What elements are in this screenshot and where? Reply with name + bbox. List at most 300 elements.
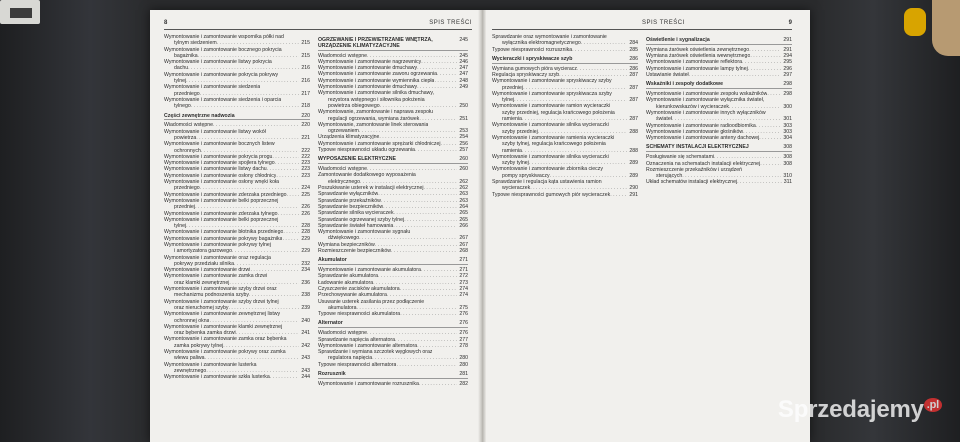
toc-page-number: 220	[301, 122, 310, 129]
toc-page-number: 284	[629, 40, 638, 47]
toc-entry-title: bagażnika	[174, 52, 198, 59]
toc-page-number: 256	[459, 140, 468, 147]
toc-page-number: 280	[459, 355, 468, 362]
toc-page-number: 298	[783, 91, 792, 98]
toc-entry-title: Wymontowanie i zamontowanie szyby drzwi oraz	[164, 286, 277, 293]
toc-page-number: 229	[301, 235, 310, 242]
toc-entry-title: Wiadomości wstępne	[164, 122, 214, 129]
right-page	[486, 10, 810, 442]
open-book	[150, 10, 810, 442]
toc-section-heading	[318, 371, 468, 379]
toc-entry-title: Przechowywanie akumulatora	[318, 292, 387, 299]
toc-page-number: 276	[459, 311, 468, 318]
page-header	[492, 20, 792, 30]
toc-entry-title: wlewu paliwa	[174, 355, 205, 362]
toc-entry-title: zamka pokrywy tylnej	[174, 342, 224, 349]
toc-entry-title: Sprawdzanie i wymiana szczotek węglowych oraz	[318, 349, 433, 356]
toc-entry-title: Wymontowanie i zamontowanie zaworu ogrzewania	[318, 71, 438, 78]
dot-leader	[737, 179, 782, 185]
toc-page-number: 300	[783, 103, 792, 110]
left-page	[150, 10, 478, 442]
toc-entry-title: Wymontowanie i zamontowanie bocznego pokrycia	[164, 46, 282, 53]
toc-page-number: 287	[629, 116, 638, 123]
desk-object	[932, 0, 960, 56]
toc-entry-title: mechanizmu podnoszenia szyby	[174, 292, 249, 299]
toc-entry-title: Sprawdzanie ogrzewanej szyby tylnej	[318, 216, 405, 223]
toc-entry-title: Wymontowanie i zamontowanie silnika wycieraczki	[492, 122, 609, 129]
toc-entry-title: Sprawdzanie bezpieczników	[318, 203, 384, 210]
toc-page-number: 218	[301, 103, 310, 110]
toc-entry-title: Usuwanie usterek zasilania przez podłączenie	[318, 298, 425, 305]
toc-entry-title: Sprawdzanie wyłączników	[318, 191, 379, 198]
toc-entry	[318, 248, 468, 254]
toc-entry-title: Wymiana bezpieczników	[318, 241, 375, 248]
toc-page-number: 282	[459, 380, 468, 387]
toc-page-number: 243	[301, 367, 310, 374]
toc-page-number: 274	[459, 285, 468, 292]
toc-entry-title: przedniej	[502, 84, 524, 91]
toc-section-title: Oświetlenie i sygnalizacja	[646, 37, 710, 43]
dot-leader	[767, 91, 781, 97]
toc-page-number: 275	[459, 304, 468, 311]
toc-page-number: 287	[629, 97, 638, 104]
dot-leader	[396, 362, 457, 368]
toc-entry	[318, 311, 468, 317]
toc-section-title: Akumulator	[318, 257, 347, 264]
toc-section-title: Wskaźniki i zespoły dodatkowe	[646, 81, 723, 88]
toc-page-number: 311	[783, 179, 792, 186]
toc-entry	[164, 103, 310, 109]
toc-page-number: 262	[459, 185, 468, 192]
toc-page-number: 298	[783, 81, 792, 88]
toc-page-number: 286	[629, 55, 638, 62]
watermark-tld: .pl	[924, 398, 942, 412]
toc-entry-title: Wymontowanie i zamontowanie zamka drzwi	[164, 273, 268, 280]
toc-entry-title: Wymontowanie i zamontowanie ramienia wycieraczki	[492, 134, 615, 141]
toc-entry-title: Wymontowanie i zamontowanie listwy dachu	[164, 166, 267, 173]
toc-entry-title: szyby tylnej, regulacja krańcowego położenia	[502, 141, 606, 148]
toc-entry-title: ramienia	[502, 147, 522, 154]
toc-entry-title: Sprawdzanie silnika wycieraczek	[318, 210, 394, 217]
toc-entry-title: elektrycznego	[328, 178, 361, 185]
toc-page-number: 238	[301, 292, 310, 299]
toc-page-number: 216	[301, 78, 310, 85]
connector-object	[904, 8, 926, 36]
page-title: SPIS TREŚCI	[642, 20, 685, 26]
toc-entry-title: Sprawdzanie akumulatora	[318, 273, 378, 280]
dot-leader	[419, 381, 457, 387]
toc-entry-title: ochronnych	[174, 147, 201, 154]
toc-page-number: 291	[629, 191, 638, 198]
toc-entry	[492, 47, 638, 53]
toc-page-number: 294	[783, 53, 792, 60]
toc-page-number: 257	[459, 147, 468, 154]
toc-entry-title: Wymontowanie i zamontowanie nagrzewnicy	[318, 58, 422, 65]
toc-entry	[318, 381, 468, 387]
toc-entry-title: dźwiękowego	[328, 235, 360, 242]
toc-entry-title: Wymontowanie i zamontowanie siedzenia	[164, 84, 261, 91]
toc-entry-title: Wymontowanie i zamontowanie ramion wycieraczki	[492, 103, 611, 110]
toc-entry-title: Poszukiwanie usterek w instalacji elektrycznej	[318, 185, 424, 192]
toc-entry-title: Typowe niesprawności alternatora	[318, 361, 397, 368]
toc-entry-title: oraz klamki zewnętrznej	[174, 279, 230, 286]
toc-entry-title: Oznaczenia na schematach instalacji elektrycznej	[646, 160, 761, 167]
toc-entry-title: tylnej	[174, 223, 187, 230]
toc-entry-title: Wymontowanie i zamontowanie szkła lusterka	[164, 374, 270, 381]
toc-entry-title: Wymontowanie i zamontowanie listwy pokrycia	[164, 59, 272, 66]
toc-page-number: 250	[459, 102, 468, 109]
toc-entry-title: Wymontowanie i zamontowanie drzwi	[164, 267, 251, 274]
toc-page-number: 265	[459, 216, 468, 223]
toc-page-number: 303	[783, 122, 792, 129]
toc-entry-title: ogrzewaniem	[328, 128, 359, 135]
toc-page-number: 262	[459, 178, 468, 185]
toc-page-number: 242	[301, 342, 310, 349]
desk-object-detail	[10, 8, 32, 18]
book-spine	[478, 10, 486, 442]
toc-entry-title: tylnym siedzeniem	[174, 40, 217, 47]
toc-entry-title: Ładowanie akumulatora	[318, 279, 374, 286]
toc-entry-title: sterujących	[656, 173, 683, 180]
toc-page-number: 295	[783, 59, 792, 66]
toc-entry-title: Wymontowanie i zamontowanie oraz regulacja	[164, 254, 271, 261]
toc-section-heading	[318, 257, 468, 265]
toc-page-number: 276	[459, 320, 468, 327]
dot-leader	[278, 211, 300, 217]
toc-page-number: 289	[629, 172, 638, 179]
toc-entry-title: Wymontowanie i zamontowanie pokrywy bagażnika	[164, 235, 283, 242]
toc-entry-title: szyby przedniej	[502, 128, 538, 135]
desk-right	[815, 0, 960, 442]
toc-entry-title: Wymontowanie i zamontowanie anteny dachowej	[646, 135, 760, 142]
toc-entry-title: oraz nieruchomej szyby	[174, 304, 229, 311]
toc-entry-title: powietrza obiegowego	[328, 102, 380, 109]
toc-entry-title: ochronnej okna	[174, 317, 210, 324]
toc-entry-title: Wymontowanie i zamontowanie reflektora	[646, 59, 742, 66]
toc-page-number: 287	[629, 71, 638, 78]
page-title: SPIS TREŚCI	[429, 20, 472, 26]
toc-entry-title: Wymontowanie i zamontowanie dmuchawy	[318, 65, 418, 72]
toc-page-number: 260	[459, 166, 468, 173]
dot-leader	[287, 192, 300, 198]
toc-entry-title: Wymontowanie i zamontowanie belki poprzecznej	[164, 197, 279, 204]
toc-entry-title: Sprawdzanie świateł hamowania	[318, 222, 394, 229]
toc-page-number: 288	[629, 147, 638, 154]
dot-leader	[572, 47, 627, 53]
dot-leader	[689, 72, 782, 78]
toc-section-title: OGRZEWANIE I PRZEWIETRZANIE WNĘTRZA, URZĄDZENIE KLIMATYZACYJNE	[318, 37, 433, 50]
toc-page-number: 228	[301, 229, 310, 236]
toc-page-number: 288	[629, 128, 638, 135]
toc-entry-title: Wymontowanie i zamontowanie spryskiwacza szyby	[492, 90, 612, 97]
toc-page-number: 308	[783, 144, 792, 151]
toc-entry-title: Wymontowanie i zamontowanie belki poprzecznej	[164, 216, 279, 223]
toc-section-heading	[318, 156, 468, 164]
toc-entry-title: wyłącznika elektromagnetycznego	[502, 40, 581, 47]
toc-page-number: 215	[301, 40, 310, 47]
toc-page-number: 301	[783, 116, 792, 123]
toc-page-number: 303	[783, 128, 792, 135]
page-header	[164, 20, 472, 30]
toc-entry-title: Wymontowanie i zamontowanie wspornika półki nad	[164, 34, 284, 40]
toc-entry-title: Wymontowanie i zamontowanie innych wyłączników	[646, 109, 766, 116]
toc-section-heading	[646, 144, 792, 152]
toc-page-number: 240	[301, 317, 310, 324]
toc-section-title: Wycieraczki i spryskiwacze szyb	[492, 55, 573, 62]
toc-page-number: 222	[301, 147, 310, 154]
toc-page-number: 264	[459, 203, 468, 210]
toc-page-number: 253	[459, 128, 468, 135]
toc-entry-title: Wymontowanie i zamontowanie siedzenia i oparcia	[164, 96, 282, 103]
toc-page-number: 215	[301, 52, 310, 59]
toc-column-4	[646, 34, 792, 186]
toc-entry-title: i amortyzatora gazowego	[174, 248, 232, 255]
toc-entry-title: Wymontowanie i zamontowanie radioodbiornika	[646, 122, 756, 129]
toc-entry-title: Układ schematów instalacji elektrycznej	[646, 179, 738, 186]
toc-entry-title: świateł	[656, 116, 672, 123]
toc-page-number: 241	[301, 330, 310, 337]
toc-entry	[318, 362, 468, 368]
toc-entry-title: Wymontowanie i zamontowanie zderzaka tylnego	[164, 210, 278, 217]
toc-entry	[492, 192, 638, 198]
toc-page-number: 274	[459, 292, 468, 299]
toc-entry-title: Posługiwanie się schematami	[646, 154, 715, 161]
toc-entry-title: ramienia	[502, 116, 522, 123]
toc-column-3	[492, 34, 638, 198]
toc-page-number: 271	[459, 267, 468, 274]
toc-column-1	[164, 34, 310, 381]
toc-page-number: 286	[629, 65, 638, 72]
toc-entry-title: Wymontowanie i zamontowanie szyby drzwi tylnej	[164, 298, 279, 305]
toc-entry-title: Wymontowanie i zamontowanie dmuchawy	[318, 84, 418, 91]
toc-page-number: 251	[459, 115, 468, 122]
toc-page-number: 223	[301, 172, 310, 179]
toc-entry	[646, 72, 792, 78]
dot-leader	[610, 192, 627, 198]
toc-page-number: 244	[301, 374, 310, 381]
toc-entry-title: rezystora wstępnego i siłownika położenia	[328, 96, 425, 103]
toc-entry-title: przedniego	[174, 185, 200, 192]
toc-entry-title: Wiadomości wstępne	[318, 166, 368, 173]
toc-entry-title: tylnego	[174, 103, 191, 110]
toc-entry-title: Rozmieszczenie bezpieczników	[318, 248, 391, 254]
toc-page-number: 228	[301, 223, 310, 230]
toc-entry-title: Sprawdzanie oraz wymontowanie i zamontowanie	[492, 34, 607, 40]
toc-section-heading	[492, 56, 638, 64]
toc-column-2	[318, 34, 468, 387]
toc-entry-title: Wymontowanie i zamontowanie lusterka	[164, 361, 257, 368]
toc-entry-title: Wymontowanie i zamontowanie bocznych listew	[164, 141, 275, 148]
toc-page-number: 249	[459, 84, 468, 91]
toc-entry-title: Wymontowanie i zamontowanie błotnika przedniego	[164, 229, 284, 236]
toc-entry-title: Wymontowanie i zamontowanie spryskiwaczy szyby	[492, 78, 612, 85]
toc-page-number: 272	[459, 273, 468, 280]
dot-leader	[759, 135, 781, 141]
toc-entry-title: Wymontowanie i zamontowanie pokrywy oraz zamka	[164, 349, 286, 356]
toc-page-number: 273	[459, 279, 468, 286]
toc-page-number: 223	[301, 166, 310, 173]
toc-entry	[318, 147, 468, 153]
toc-page-number: 265	[459, 210, 468, 217]
toc-page-number: 287	[629, 84, 638, 91]
toc-entry-title: Wymontowanie i zamontowanie alternatora	[318, 342, 418, 349]
toc-entry-title: Wymontowanie i zamontowanie pokrycia progu	[164, 153, 273, 160]
toc-page-number: 268	[459, 248, 468, 254]
toc-page-number: 248	[459, 77, 468, 84]
toc-entry-title: Wymontowanie, zamontowanie i naprawa zespołu	[318, 109, 434, 116]
toc-entry-title: Sprawdzanie przekaźników	[318, 197, 381, 204]
toc-page-number: 271	[459, 257, 468, 264]
toc-entry-title: Wymontowanie i zamontowanie osłony wnęki koła	[164, 179, 279, 186]
dot-leader	[760, 161, 781, 167]
toc-page-number: 236	[301, 279, 310, 286]
toc-page-number: 310	[783, 173, 792, 180]
page-number: 9	[788, 20, 792, 26]
toc-section-heading	[318, 37, 468, 51]
toc-page-number: 226	[301, 204, 310, 211]
toc-page-number: 224	[301, 185, 310, 192]
page-number: 8	[164, 20, 168, 26]
toc-page-number: 260	[459, 156, 468, 163]
toc-entry-title: Wymiana żarówek oświetlenia zewnętrznego	[646, 46, 750, 53]
toc-page-number: 276	[459, 330, 468, 337]
toc-entry-title: Czyszczenie zacisków akumulatora	[318, 285, 400, 292]
toc-page-number: 216	[301, 65, 310, 72]
toc-entry-title: wycieraczek	[502, 185, 531, 192]
toc-entry-title: kierunkowskazów i wycieraczek	[656, 103, 729, 110]
desk-left	[0, 0, 150, 442]
toc-page-number: 296	[783, 65, 792, 72]
dot-leader	[415, 147, 457, 153]
toc-page-number: 254	[459, 134, 468, 141]
toc-entry-title: Wymiana żarówek oświetlenia wewnętrznego	[646, 53, 751, 60]
toc-entry-title: pompy spryskiwaczy	[502, 172, 550, 179]
toc-entry-title: szyby tylnej	[502, 160, 529, 167]
toc-page-number: 229	[301, 248, 310, 255]
toc-entry-title: przedniego	[174, 90, 200, 97]
dot-leader	[276, 173, 299, 179]
toc-entry-title: zewnętrznego	[174, 367, 207, 374]
dot-leader	[400, 311, 457, 317]
toc-entry-title: Wymontowanie i zamontowanie silnika dmuchawy,	[318, 90, 435, 97]
watermark-logo	[778, 396, 942, 424]
toc-page-number: 263	[459, 191, 468, 198]
toc-entry-title: akumulatora	[328, 304, 357, 311]
dot-leader	[270, 374, 300, 380]
toc-entry-title: tylnej	[174, 78, 187, 85]
toc-page-number: 297	[783, 71, 792, 78]
toc-page-number: 289	[629, 160, 638, 167]
toc-entry-title: Wymontowanie, zamontowanie linek sterowania	[318, 121, 429, 128]
toc-entry	[164, 374, 310, 380]
toc-page-number: 278	[459, 342, 468, 349]
toc-page-number: 290	[629, 185, 638, 192]
dot-leader	[391, 248, 457, 254]
toc-entry-title: szyby przedniej, regulacja krańcowego położenia	[502, 109, 615, 116]
toc-page-number: 245	[459, 52, 468, 59]
toc-entry-title: Regulacja spryskiwaczy szyb	[492, 71, 560, 78]
toc-entry-title: Wymontowanie i zamontowanie zbiornika cieczy	[492, 166, 603, 173]
toc-entry-title: dachu	[174, 65, 189, 72]
toc-entry-title: Wymiana gumowych pióra wycieracz	[492, 65, 577, 72]
toc-page-number: 308	[783, 160, 792, 167]
toc-page-number: 243	[301, 355, 310, 362]
toc-page-number: 267	[459, 235, 468, 242]
toc-page-number: 222	[301, 153, 310, 160]
toc-section-heading	[318, 320, 468, 328]
toc-page-number: 246	[459, 58, 468, 65]
toc-entry-title: Wymontowanie i zamontowanie klamki zewnętrznej	[164, 323, 283, 330]
toc-entry-title: Urządzenia klimatyzacyjne	[318, 134, 380, 141]
toc-entry-title: Wiadomości wstępne	[318, 330, 368, 337]
toc-entry-title: Zamontowanie dodatkowego wyposażenia	[318, 172, 416, 179]
toc-section-title: Alternator	[318, 320, 343, 327]
toc-entry-title: Typowe niesprawności gumowych piór wycieraczek	[492, 191, 611, 198]
toc-entry-title: Wymontowanie i zamontowanie akumulatora	[318, 267, 421, 274]
dot-leader	[282, 236, 299, 242]
toc-section-title: WYPOSAŻENIE ELEKTRYCZNE	[318, 156, 396, 163]
toc-page-number: 232	[301, 260, 310, 267]
toc-entry-title: Wymontowanie i zamontowanie sprężarki chłodniczej	[318, 140, 441, 147]
toc-page-number: 247	[459, 65, 468, 72]
toc-page-number: 304	[783, 135, 792, 142]
toc-entry-title: Wymontowanie i zamontowanie pokrycia pokrywy	[164, 71, 279, 78]
toc-entry	[646, 179, 792, 185]
toc-page-number: 245	[459, 37, 468, 43]
toc-entry-title: Typowe niesprawności układu ogrzewania	[318, 147, 415, 154]
toc-entry-title: Typowe niesprawności rozrusznika	[492, 46, 573, 53]
toc-page-number: 226	[301, 210, 310, 217]
toc-entry-title: Wymontowanie i zamontowanie silnika wycieraczki	[492, 153, 609, 160]
toc-entry-title: Wymontowanie i zamontowanie spojlera tylnego	[164, 160, 275, 167]
toc-page-number: 291	[783, 37, 792, 43]
dot-leader	[191, 103, 300, 109]
toc-entry-title: Wymontowanie i zamontowanie sygnału	[318, 229, 411, 236]
toc-entry-title: Wymontowanie i zamontowanie zderzaka przedniego	[164, 191, 287, 198]
toc-page-number: 280	[459, 361, 468, 368]
toc-page-number: 234	[301, 267, 310, 274]
toc-entry-title: Wymontowanie i zamontowanie lampy tylnej	[646, 65, 748, 72]
toc-page-number: 285	[629, 46, 638, 53]
toc-section-heading	[646, 81, 792, 89]
toc-page-number: 239	[301, 304, 310, 311]
toc-entry-title: Wymontowanie i zamontowanie osłony chłodnicy	[164, 172, 277, 179]
toc-page-number: 267	[459, 241, 468, 248]
toc-entry-title: Wymontowanie i zamontowanie zewnętrznej listwy	[164, 311, 281, 318]
toc-entry-title: Rozmieszczenie przekaźników i urządzeń	[646, 166, 743, 173]
toc-entry-title: Wymontowanie i zamontowanie zespołu wskaźników	[646, 91, 768, 98]
toc-entry-title: oraz bębenka zamka drzwi	[174, 330, 236, 337]
toc-section-heading	[164, 113, 310, 121]
toc-entry	[646, 135, 792, 141]
desk-object	[0, 0, 40, 24]
toc-entry-title: Wymontowanie i zamontowanie pokrywy tylnej	[164, 242, 271, 248]
toc-entry-title: Ustawianie świateł	[646, 71, 689, 78]
toc-page-number: 247	[459, 71, 468, 78]
toc-entry-title: Wymontowanie i zamontowanie wyłącznika świateł,	[646, 97, 765, 104]
toc-page-number: 291	[783, 46, 792, 53]
toc-entry-title: regulatora napięcia	[328, 355, 373, 362]
toc-page-number: 281	[459, 371, 468, 378]
toc-page-number: 221	[301, 134, 310, 141]
toc-entry-title: Wymontowanie i zamontowanie listwy wokół	[164, 128, 266, 135]
toc-entry-title: Typowe niesprawności akumulatora	[318, 311, 401, 318]
toc-page-number: 308	[783, 154, 792, 161]
toc-entry-title: tylnej	[502, 97, 515, 104]
toc-page-number: 223	[301, 160, 310, 167]
toc-entry-title: Sprawdzanie i regulacja kąta ustawienia ramion	[492, 179, 602, 186]
toc-entry-title: Wymontowanie i zamontowanie wymiennika ciepła	[318, 77, 435, 84]
